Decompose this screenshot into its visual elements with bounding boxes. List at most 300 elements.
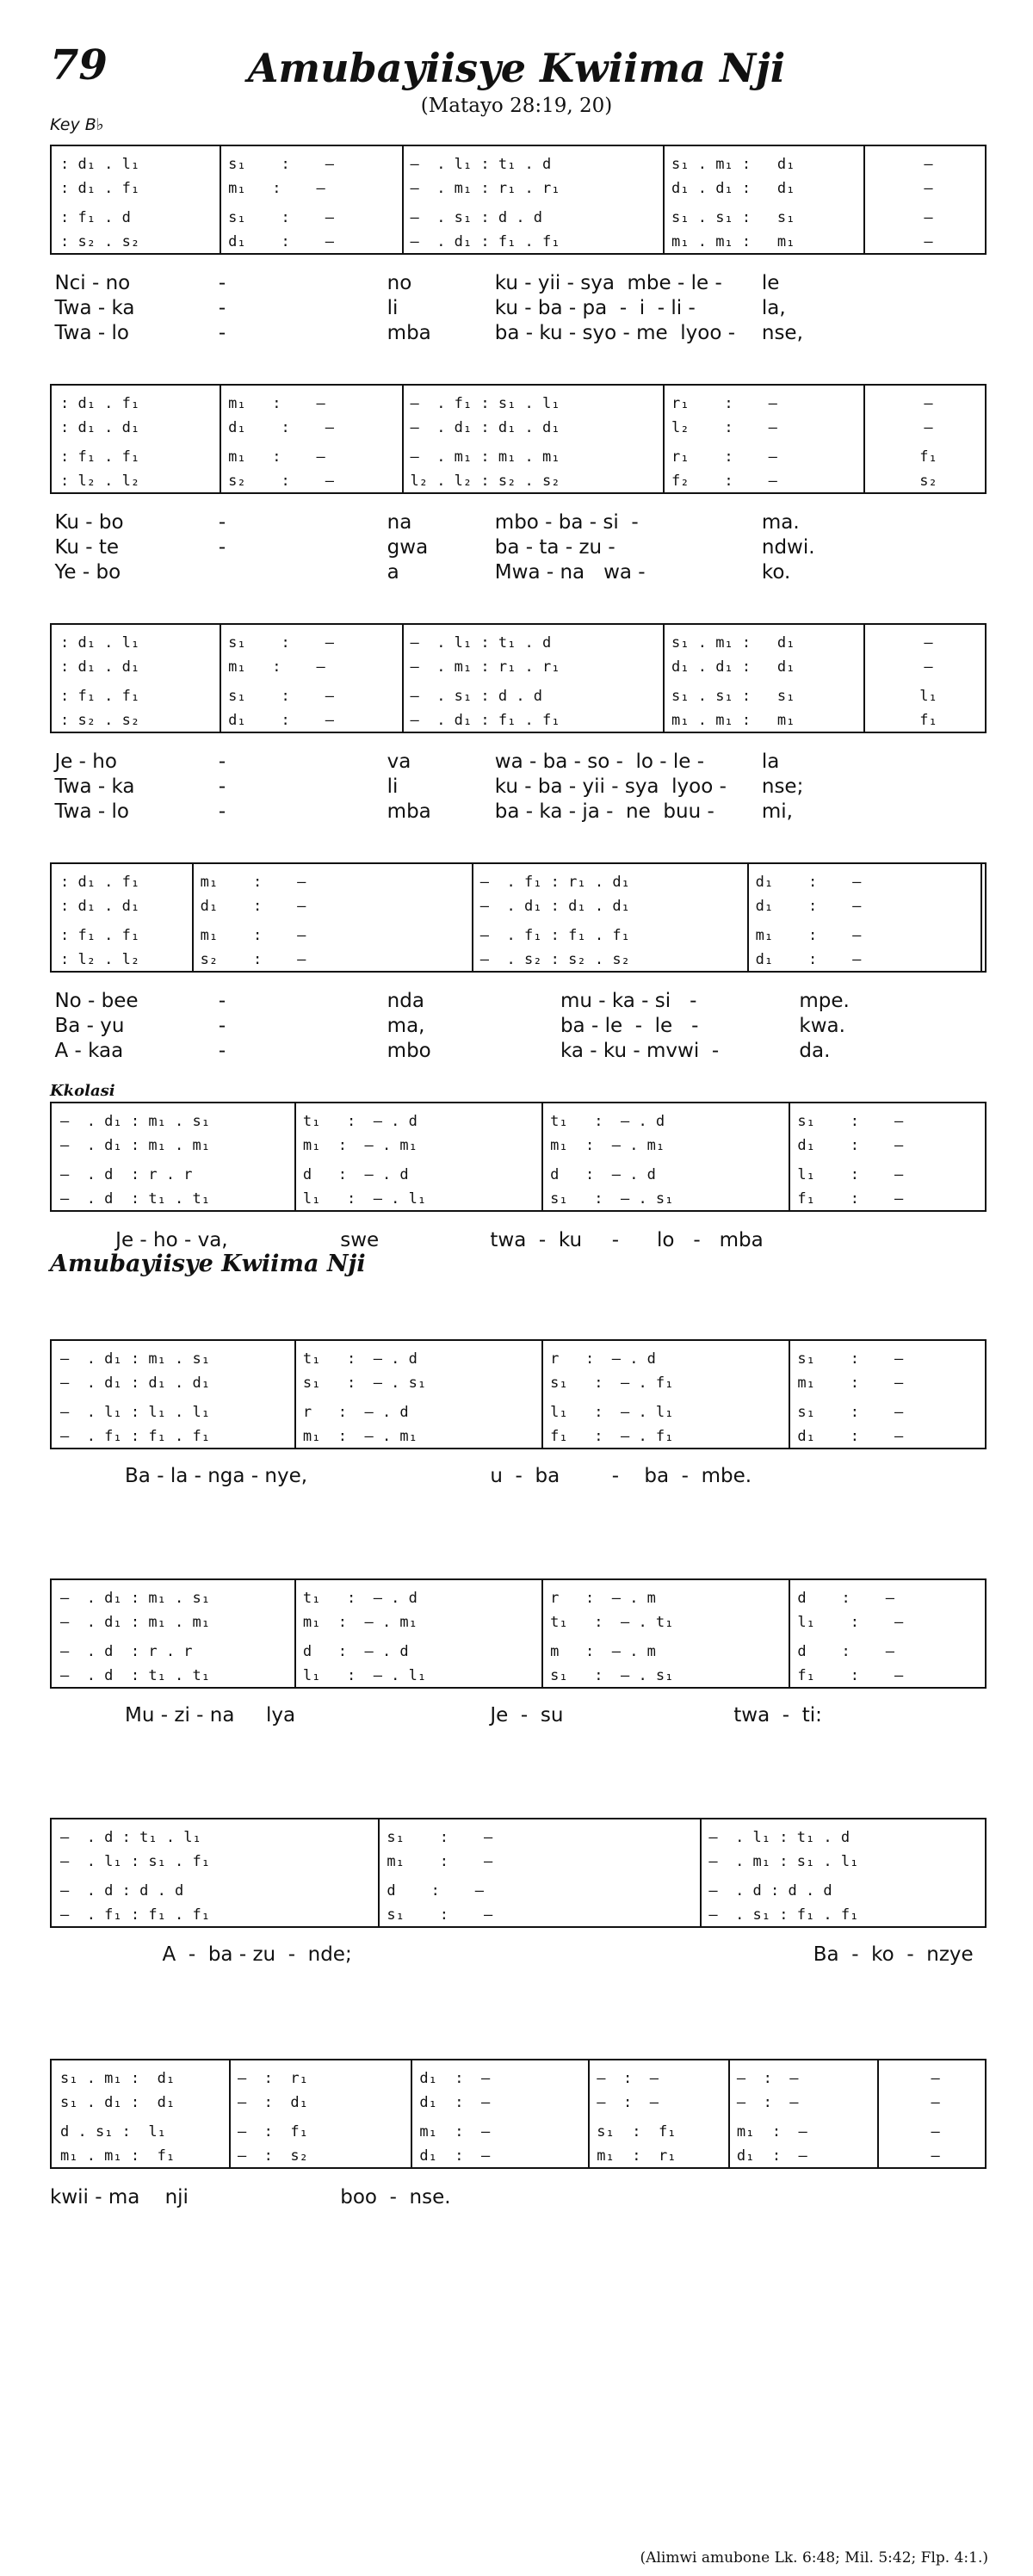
sol-fa-measure: m₁ : — xyxy=(228,658,325,676)
voice-part-row xyxy=(52,685,985,707)
lyric-syllables: ba - ta - zu - xyxy=(494,536,615,559)
sol-fa-measure: : s₂ . s₂ xyxy=(60,233,140,250)
sol-fa-measure: m₁ . m₁ : f₁ xyxy=(60,2147,176,2165)
sol-fa-measure: – . s₂ : s₂ . s₂ xyxy=(479,951,630,968)
sol-fa-measure: s₁ . s₁ : s₁ xyxy=(671,209,795,226)
voice-part-row xyxy=(52,1134,985,1157)
sol-fa-measure: r : – . d xyxy=(550,1350,656,1368)
voice-part-row xyxy=(52,1110,985,1133)
sol-fa-measure: f₁ xyxy=(919,712,937,729)
sol-fa-measure: s₁ : — xyxy=(387,1906,493,1924)
sol-fa-measure: l₁ : – . l₁ xyxy=(550,1404,674,1421)
score-system xyxy=(50,862,987,973)
sol-fa-measure: – . l₁ : l₁ . l₁ xyxy=(60,1404,210,1421)
lyric-syllables: la, xyxy=(761,297,786,319)
lyric-syllables: kwii - ma nji xyxy=(50,2186,189,2208)
sol-fa-measure: d₁ : — xyxy=(228,712,334,729)
lyric-syllables: Ba - la - nga - nye, xyxy=(125,1465,308,1487)
sol-fa-measure: : f₁ . f₁ xyxy=(60,448,140,466)
sol-fa-measure: – . l₁ : t₁ . d xyxy=(410,634,552,652)
sol-fa-measure: d₁ : — xyxy=(797,1137,904,1154)
lyric-syllables: ma, xyxy=(387,1015,425,1037)
sol-fa-measure: — : — xyxy=(736,2070,799,2087)
lyric-syllables: mi, xyxy=(761,800,793,823)
lyric-syllables: No - bee xyxy=(54,990,139,1012)
lyric-syllables: - xyxy=(218,1015,226,1037)
lyric-syllables: ba - ku - syo - me lyoo - xyxy=(494,322,736,344)
sol-fa-measure: – . f₁ : f₁ . f₁ xyxy=(60,1428,210,1445)
voice-part-row xyxy=(52,948,985,971)
lyric-syllables: ndwi. xyxy=(761,536,815,559)
lyric-syllables: - xyxy=(218,511,226,534)
lyric-syllables: Mu - zi - na lya xyxy=(125,1704,296,1727)
lyric-line xyxy=(50,297,987,322)
voice-part-row xyxy=(52,231,985,253)
voice-part-row xyxy=(52,895,985,917)
sol-fa-measure: d₁ : — xyxy=(755,951,862,968)
sol-fa-measure: – . d₁ : m₁ . m₁ xyxy=(60,1614,210,1631)
lyric-line xyxy=(50,1465,987,1490)
sol-fa-measure: l₁ : — xyxy=(797,1614,904,1631)
sol-fa-measure: m₁ : – . m₁ xyxy=(550,1137,665,1154)
sol-fa-measure: – . d₁ : d₁ . d₁ xyxy=(60,1374,210,1392)
voice-part-row xyxy=(52,871,985,893)
sol-fa-measure: – . d : r . r xyxy=(60,1166,193,1183)
sol-fa-measure: d : — xyxy=(797,1643,894,1660)
lyrics-block xyxy=(50,2186,987,2211)
sol-fa-measure: – . d : t₁ . t₁ xyxy=(60,1667,210,1684)
lyric-syllables: - xyxy=(218,775,226,798)
sol-fa-measure: – . d : d . d xyxy=(60,1882,184,1900)
sol-fa-measure: — xyxy=(924,209,933,226)
lyric-line xyxy=(50,751,987,775)
voice-part-row xyxy=(52,2121,985,2143)
lyric-syllables: da. xyxy=(799,1040,831,1062)
sol-fa-measure: : d₁ . f₁ xyxy=(60,395,140,412)
lyric-line xyxy=(50,322,987,347)
sol-fa-measure: s₁ : f₁ xyxy=(597,2123,677,2140)
lyric-syllables: swe xyxy=(340,1229,380,1251)
sol-fa-measure: s₁ . m₁ : d₁ xyxy=(671,156,795,173)
sol-fa-measure: — xyxy=(924,156,933,173)
sol-fa-measure: – . d₁ : m₁ . s₁ xyxy=(60,1590,210,1607)
sol-fa-measure: – . d : t₁ . l₁ xyxy=(60,1829,201,1846)
sol-fa-measure: l₂ . l₂ : s₂ . s₂ xyxy=(410,473,560,490)
lyric-syllables: Twa - lo xyxy=(54,322,129,344)
score-system xyxy=(50,1102,987,1212)
voice-part-row xyxy=(52,2091,985,2114)
sol-fa-measure: m₁ : — xyxy=(228,395,325,412)
sol-fa-measure: s₁ : – . s₁ xyxy=(550,1190,674,1208)
lyric-syllables: boo - nse. xyxy=(340,2186,451,2208)
sol-fa-measure: — : d₁ xyxy=(237,2094,308,2111)
sol-fa-measure: – . l₁ : t₁ . d xyxy=(410,156,552,173)
sol-fa-measure: d₁ . d₁ : d₁ xyxy=(671,180,795,197)
sol-fa-measure: m₁ : — xyxy=(419,2123,491,2140)
sol-fa-measure: — xyxy=(924,233,933,250)
sol-fa-measure: d₁ : — xyxy=(419,2070,491,2087)
lyric-syllables: ku - ba - pa - i - li - xyxy=(494,297,696,319)
sol-fa-measure: : s₂ . s₂ xyxy=(60,712,140,729)
voice-part-row xyxy=(52,1640,985,1663)
lyric-syllables: li xyxy=(387,297,399,319)
sol-fa-measure: s₂ : — xyxy=(200,951,306,968)
lyrics-block xyxy=(50,751,987,825)
sol-fa-measure: : d₁ . f₁ xyxy=(60,180,140,197)
sol-fa-measure: – . d₁ : m₁ . s₁ xyxy=(60,1113,210,1130)
lyric-syllables: - xyxy=(218,272,226,294)
sol-fa-measure: d₁ : — xyxy=(755,874,862,891)
sol-fa-measure: m : – . m xyxy=(550,1643,656,1660)
lyric-syllables: - lo - mba xyxy=(611,1229,764,1251)
sol-fa-measure: t₁ : – . d xyxy=(302,1350,418,1368)
sol-fa-measure: — : — xyxy=(597,2070,659,2087)
voice-part-row xyxy=(52,2145,985,2167)
sol-fa-measure: d₁ : — xyxy=(797,1428,904,1445)
voice-part-row xyxy=(52,1826,985,1849)
sol-fa-measure: — xyxy=(931,2070,940,2087)
sol-fa-measure: d₁ . d₁ : d₁ xyxy=(671,658,795,676)
lyric-syllables: - xyxy=(218,536,226,559)
sol-fa-measure: m₁ : – . m₁ xyxy=(302,1428,418,1445)
voice-part-row xyxy=(52,1425,985,1448)
lyric-syllables: na xyxy=(387,511,412,534)
lyric-syllables: nse; xyxy=(761,775,804,798)
sol-fa-measure: l₁ : — xyxy=(797,1166,904,1183)
lyric-syllables: ma. xyxy=(761,511,800,534)
sol-fa-measure: — xyxy=(924,658,933,676)
sol-fa-measure: t₁ : – . d xyxy=(550,1113,665,1130)
sol-fa-measure: s₁ : — xyxy=(797,1404,904,1421)
sol-fa-measure: m₁ : — xyxy=(200,927,306,944)
sol-fa-measure: d₁ : — xyxy=(200,898,306,915)
sol-fa-measure: – . f₁ : f₁ . f₁ xyxy=(60,1906,210,1924)
lyric-syllables: Mwa - na wa - xyxy=(494,561,646,584)
sol-fa-measure: – . s₁ : f₁ . f₁ xyxy=(708,1906,859,1924)
lyric-syllables: Nci - no xyxy=(54,272,131,294)
sol-fa-measure: – . m₁ : s₁ . l₁ xyxy=(708,1853,859,1870)
sol-fa-measure: s₁ . d₁ : d₁ xyxy=(60,2094,176,2111)
sol-fa-measure: — xyxy=(924,395,933,412)
sol-fa-measure: m₁ : – . m₁ xyxy=(302,1614,418,1631)
lyrics-block xyxy=(50,1229,987,1254)
footer-references: (Alimwi amubone Lk. 6:48; Mil. 5:42; Flp. 4:1.) xyxy=(640,2549,988,2567)
lyric-syllables: - xyxy=(218,322,226,344)
score-system xyxy=(50,384,987,494)
lyrics-block xyxy=(50,511,987,586)
lyric-line xyxy=(50,272,987,297)
voice-part-row xyxy=(52,924,985,947)
lyric-syllables: Twa - ka xyxy=(54,775,135,798)
sol-fa-measure: s₁ . m₁ : d₁ xyxy=(671,634,795,652)
sol-fa-measure: : d₁ . l₁ xyxy=(60,156,140,173)
voice-part-row xyxy=(52,656,985,678)
sol-fa-measure: : d₁ . d₁ xyxy=(60,419,140,436)
lyric-syllables: Ku - bo xyxy=(54,511,124,534)
score-system xyxy=(50,623,987,733)
voice-part-row xyxy=(52,1164,985,1186)
lyric-syllables: Ba - ko - nzye xyxy=(813,1943,974,1966)
voice-part-row xyxy=(52,153,985,176)
lyric-syllables: A - kaa xyxy=(54,1040,124,1062)
sol-fa-measure: : f₁ . f₁ xyxy=(60,688,140,705)
sol-fa-measure: m₁ : — xyxy=(797,1374,904,1392)
score-system xyxy=(50,1818,987,1928)
score-system xyxy=(50,1339,987,1449)
sol-fa-measure: d₁ : — xyxy=(419,2147,491,2165)
sol-fa-measure: : f₁ . f₁ xyxy=(60,927,140,944)
lyric-syllables: va xyxy=(387,751,411,773)
sol-fa-measure: : l₂ . l₂ xyxy=(60,951,140,968)
sol-fa-measure: m₁ : — xyxy=(736,2123,807,2140)
lyric-syllables: ku - ba - yii - sya lyoo - xyxy=(494,775,727,798)
sol-fa-measure: – . m₁ : r₁ . r₁ xyxy=(410,180,560,197)
lyric-syllables: la xyxy=(761,751,780,773)
lyric-syllables: u - ba xyxy=(490,1465,560,1487)
sol-fa-measure: r₁ : — xyxy=(671,395,777,412)
lyrics-block xyxy=(50,272,987,347)
sol-fa-measure: — : f₁ xyxy=(237,2123,308,2140)
sol-fa-measure: m₁ : — xyxy=(228,180,325,197)
sol-fa-measure: – . d₁ : f₁ . f₁ xyxy=(410,233,560,250)
lyric-syllables: a xyxy=(387,561,399,584)
lyric-line xyxy=(50,1229,987,1254)
lyric-syllables: ba - le - le - xyxy=(560,1015,699,1037)
lyric-syllables: Je - ho - va, xyxy=(115,1229,228,1251)
sol-fa-measure: r : – . m xyxy=(550,1590,656,1607)
sol-fa-measure: l₂ : — xyxy=(671,419,777,436)
sol-fa-measure: – . f₁ : f₁ . f₁ xyxy=(479,927,630,944)
lyric-syllables: Twa - ka xyxy=(54,297,135,319)
sol-fa-measure: – . s₁ : d . d xyxy=(410,688,543,705)
sol-fa-measure: s₁ : – . s₁ xyxy=(550,1667,674,1684)
lyrics-block xyxy=(50,1704,987,1729)
lyric-line xyxy=(50,1040,987,1065)
lyric-syllables: - xyxy=(218,990,226,1012)
lyric-syllables: Ye - bo xyxy=(54,561,121,584)
sol-fa-measure: s₁ : — xyxy=(387,1829,493,1846)
sol-fa-measure: : d₁ . f₁ xyxy=(60,874,140,891)
lyric-syllables: - xyxy=(218,800,226,823)
sol-fa-measure: – . f₁ : s₁ . l₁ xyxy=(410,395,560,412)
sol-fa-measure: r₁ : — xyxy=(671,448,777,466)
sol-fa-measure: f₁ xyxy=(919,448,937,466)
lyric-syllables: mba xyxy=(387,322,431,344)
sol-fa-measure: f₁ : – . f₁ xyxy=(550,1428,674,1445)
lyric-syllables: Je - ho xyxy=(54,751,117,773)
voice-part-row xyxy=(52,1880,985,1902)
lyric-syllables: mpe. xyxy=(799,990,850,1012)
lyric-syllables: twa - ti: xyxy=(733,1704,822,1727)
lyric-line xyxy=(50,2186,987,2211)
sol-fa-measure: d : — xyxy=(387,1882,484,1900)
voice-part-row xyxy=(52,470,985,492)
sol-fa-measure: : d₁ . d₁ xyxy=(60,898,140,915)
sol-fa-measure: t₁ : – . d xyxy=(302,1590,418,1607)
lyrics-block xyxy=(50,1465,987,1490)
voice-part-row xyxy=(52,1372,985,1394)
sol-fa-measure: s₁ . m₁ : d₁ xyxy=(60,2070,176,2087)
sol-fa-measure: d : – . d xyxy=(302,1643,409,1660)
voice-part-row xyxy=(52,1611,985,1634)
sol-fa-measure: — xyxy=(931,2094,940,2111)
voice-part-row xyxy=(52,207,985,229)
lyric-syllables: mu - ka - si - xyxy=(560,990,697,1012)
sol-fa-measure: s₁ : – . s₁ xyxy=(302,1374,427,1392)
sol-fa-measure: – . d₁ : d₁ . d₁ xyxy=(479,898,630,915)
sol-fa-measure: f₁ : — xyxy=(797,1667,904,1684)
lyric-syllables: mbo - ba - si - xyxy=(494,511,639,534)
lyric-syllables: nda xyxy=(387,990,424,1012)
sol-fa-measure: d : – . d xyxy=(550,1166,656,1183)
sol-fa-measure: f₁ : — xyxy=(797,1190,904,1208)
sol-fa-measure: s₁ . s₁ : s₁ xyxy=(671,688,795,705)
sol-fa-measure: l₁ : – . l₁ xyxy=(302,1667,427,1684)
key-signature: Key B♭ xyxy=(50,115,104,134)
lyric-syllables: - xyxy=(218,1040,226,1062)
sol-fa-measure: — xyxy=(931,2123,940,2140)
voice-part-row xyxy=(52,1904,985,1926)
lyric-syllables: no xyxy=(387,272,412,294)
voice-part-row xyxy=(52,1401,985,1424)
lyric-line xyxy=(50,775,987,800)
lyric-line xyxy=(50,800,987,825)
sol-fa-measure: : d₁ . l₁ xyxy=(60,634,140,652)
sol-fa-measure: s₁ : – . f₁ xyxy=(550,1374,674,1392)
lyrics-block xyxy=(50,1943,987,1968)
sol-fa-measure: s₁ : — xyxy=(797,1113,904,1130)
voice-part-row xyxy=(52,1348,985,1370)
sol-fa-measure: m₁ : — xyxy=(200,874,306,891)
lyric-syllables: ko. xyxy=(761,561,791,584)
voice-part-row xyxy=(52,632,985,654)
sol-fa-measure: — xyxy=(924,180,933,197)
lyric-syllables: - xyxy=(218,297,226,319)
sol-fa-measure: – . f₁ : r₁ . d₁ xyxy=(479,874,630,891)
sol-fa-measure: m₁ : — xyxy=(755,927,862,944)
lyrics-block xyxy=(50,990,987,1065)
sol-fa-measure: l₁ : – . l₁ xyxy=(302,1190,427,1208)
sol-fa-measure: – . d₁ : m₁ . m₁ xyxy=(60,1137,210,1154)
lyric-syllables: mbo xyxy=(387,1040,431,1062)
lyric-syllables: li xyxy=(387,775,399,798)
lyric-syllables: le xyxy=(761,272,780,294)
voice-part-row xyxy=(52,1188,985,1210)
sol-fa-measure: s₁ : — xyxy=(228,688,334,705)
sol-fa-measure: s₁ : — xyxy=(228,209,334,226)
sol-fa-measure: : d₁ . d₁ xyxy=(60,658,140,676)
sol-fa-measure: s₁ : — xyxy=(797,1350,904,1368)
sol-fa-measure: — : r₁ xyxy=(237,2070,308,2087)
voice-part-row xyxy=(52,1587,985,1609)
sol-fa-measure: f₂ : — xyxy=(671,473,777,490)
voice-part-row xyxy=(52,1850,985,1873)
sol-fa-measure: – . d₁ : d₁ . d₁ xyxy=(410,419,560,436)
voice-part-row xyxy=(52,417,985,439)
sol-fa-measure: m₁ . m₁ : m₁ xyxy=(671,712,795,729)
lyric-syllables: twa - ku xyxy=(490,1229,583,1251)
sol-fa-measure: m₁ : – . m₁ xyxy=(302,1137,418,1154)
sol-fa-measure: d . s₁ : l₁ xyxy=(60,2123,166,2140)
voice-part-row xyxy=(52,709,985,732)
sol-fa-measure: t₁ : – . t₁ xyxy=(550,1614,674,1631)
lyric-syllables: ku - yii - sya mbe - le - xyxy=(494,272,722,294)
lyric-line xyxy=(50,1015,987,1040)
lyric-syllables: - ba - mbe. xyxy=(611,1465,752,1487)
scripture-reference: (Matayo 28:19, 20) xyxy=(420,95,613,117)
sol-fa-measure: – . d : d . d xyxy=(708,1882,832,1900)
sol-fa-measure: – . d : t₁ . t₁ xyxy=(60,1190,210,1208)
sol-fa-measure: — : — xyxy=(597,2094,659,2111)
sol-fa-measure: t₁ : – . d xyxy=(302,1113,418,1130)
lyric-syllables: Je - su xyxy=(490,1704,564,1727)
lyric-syllables: ka - ku - mvwi - xyxy=(560,1040,720,1062)
lyric-line xyxy=(50,990,987,1015)
sol-fa-measure: – . s₁ : d . d xyxy=(410,209,543,226)
lyric-syllables: nse, xyxy=(761,322,803,344)
sol-fa-measure: – . m₁ : r₁ . r₁ xyxy=(410,658,560,676)
running-head: Amubayiisye Kwiima Nji xyxy=(50,1251,366,1277)
sol-fa-measure: : f₁ . d xyxy=(60,209,131,226)
voice-part-row xyxy=(52,446,985,468)
sol-fa-measure: – . d : r . r xyxy=(60,1643,193,1660)
lyric-syllables: Ku - te xyxy=(54,536,120,559)
sol-fa-measure: m₁ : r₁ xyxy=(597,2147,677,2165)
lyric-line xyxy=(50,561,987,586)
sol-fa-measure: m₁ : — xyxy=(387,1853,493,1870)
sol-fa-measure: d : — xyxy=(797,1590,894,1607)
voice-part-row xyxy=(52,392,985,415)
sol-fa-measure: — : — xyxy=(736,2094,799,2111)
hymn-number: 79 xyxy=(50,41,108,90)
lyric-syllables: Twa - lo xyxy=(54,800,129,823)
sol-fa-measure: – . l₁ : t₁ . d xyxy=(708,1829,851,1846)
voice-part-row xyxy=(52,2067,985,2090)
lyric-syllables: gwa xyxy=(387,536,429,559)
hymn-title: Amubayiisye Kwiima Nji xyxy=(247,45,786,91)
sol-fa-measure: s₂ xyxy=(919,473,937,490)
sol-fa-measure: r : – . d xyxy=(302,1404,409,1421)
sol-fa-measure: s₁ : — xyxy=(228,156,334,173)
score-system xyxy=(50,2059,987,2169)
lyric-syllables: wa - ba - so - lo - le - xyxy=(494,751,705,773)
sol-fa-measure: d₁ : — xyxy=(755,898,862,915)
sol-fa-measure: – . m₁ : m₁ . m₁ xyxy=(410,448,560,466)
sol-fa-measure: d₁ : — xyxy=(736,2147,807,2165)
sol-fa-measure: — : s₂ xyxy=(237,2147,308,2165)
lyric-line xyxy=(50,536,987,561)
score-system xyxy=(50,145,987,255)
lyric-syllables: kwa. xyxy=(799,1015,845,1037)
lyric-syllables: Ba - yu xyxy=(54,1015,125,1037)
lyric-line xyxy=(50,1704,987,1729)
sol-fa-measure: – . d₁ : m₁ . s₁ xyxy=(60,1350,210,1368)
sol-fa-measure: d : – . d xyxy=(302,1166,409,1183)
sol-fa-measure: l₁ xyxy=(919,688,937,705)
lyric-syllables: - xyxy=(218,751,226,773)
sol-fa-measure: — xyxy=(931,2147,940,2165)
lyric-line xyxy=(50,511,987,536)
lyric-line xyxy=(50,1943,987,1968)
sol-fa-measure: – . d₁ : f₁ . f₁ xyxy=(410,712,560,729)
lyric-syllables: ba - ka - ja - ne buu - xyxy=(494,800,714,823)
sol-fa-measure: d₁ : — xyxy=(228,419,334,436)
sol-fa-measure: – . l₁ : s₁ . f₁ xyxy=(60,1853,210,1870)
sol-fa-measure: — xyxy=(924,419,933,436)
chorus-label: Kkolasi xyxy=(50,1082,115,1100)
voice-part-row xyxy=(52,177,985,200)
voice-part-row xyxy=(52,1665,985,1687)
